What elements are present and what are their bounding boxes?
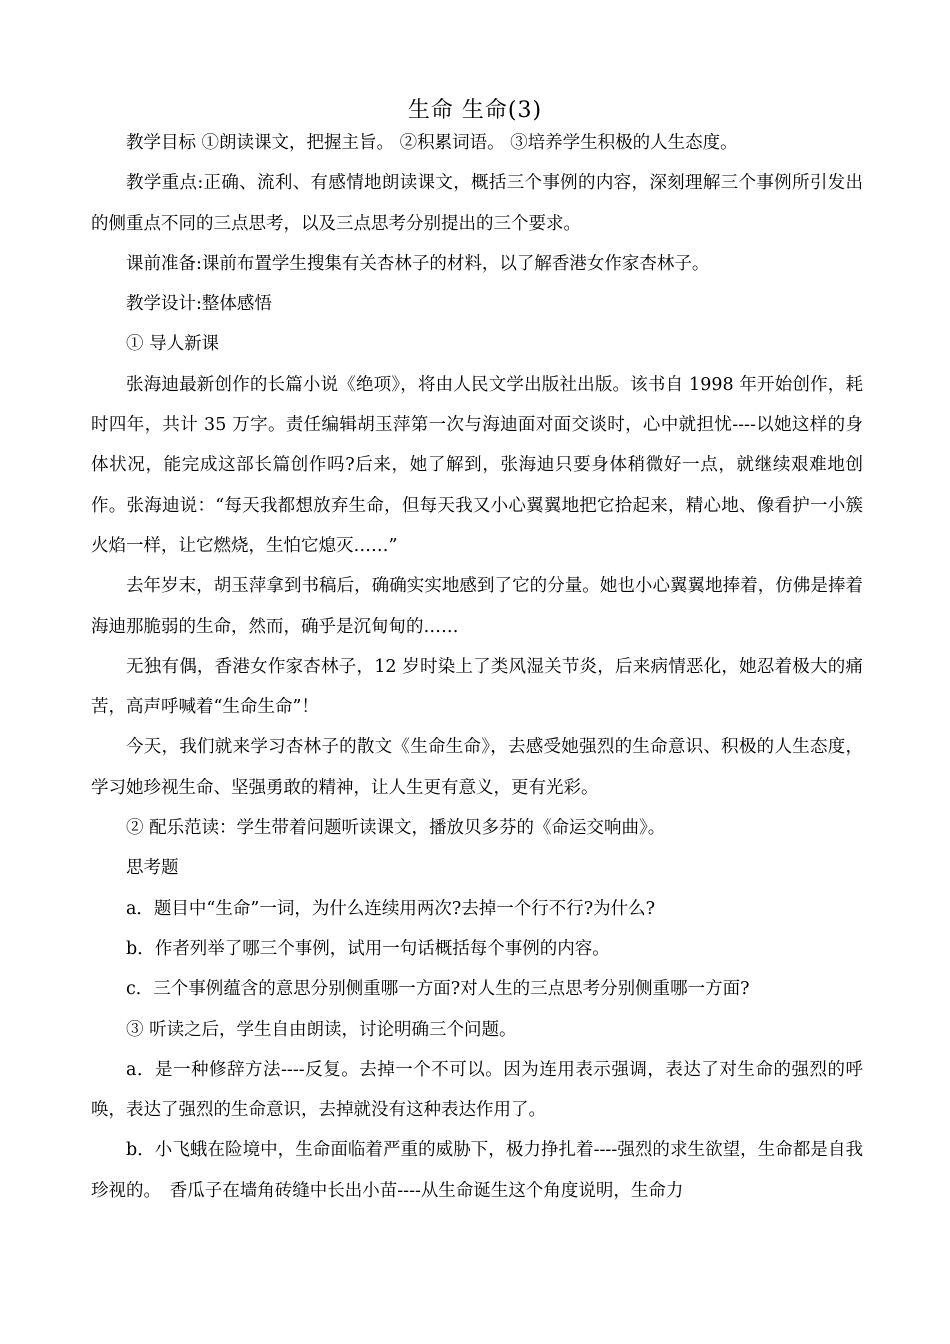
document-title: 生命 生命(3) [407,98,543,123]
paragraph-question-b: b．作者列举了哪三个事例，试用一句话概括每个事例的内容。 [126,938,610,959]
paragraph-preparation: 课前准备:课前布置学生搜集有关杏林子的材料，以了解香港女作家杏林子。 [126,253,710,274]
paragraph-design: 教学设计:整体感悟 [126,294,272,315]
paragraph-discussion: ③ 听读之后，学生自由朗读，讨论明确三个问题。 [126,1019,517,1040]
paragraph-question-c: c．三个事例蕴含的意思分别侧重哪一方面?对人生的三点思考分别侧重哪一方面? [126,979,750,1000]
paragraph-answer-b: b．小飞蛾在险境中，生命面临着严重的威胁下，极力挣扎着----强烈的求生欲望，生命都是自我珍视的。 香瓜子在墙角砖缝中长出小苗----从生命诞生这个角度说明，生命力 [91,1140,863,1201]
paragraph-reading: ② 配乐范读：学生带着问题听读课文，播放贝多芬的《命运交响曲》。 [126,818,666,839]
paragraph-teaching-goals: 教学目标 ①朗读课文，把握主旨。 ②积累词语。 ③培养学生积极的人生态度。 [126,133,738,153]
paragraph-teaching-focus: 教学重点:正确、流利、有感情地朗读课文，概括三个事例的内容，深刻理解三个事例所引发出的侧重点不同的三点思考，以及三点思考分别提出的三个要求。 [91,173,863,234]
paragraph-xing-linzi: 无独有偶，香港女作家杏林子，12 岁时染上了类风湿关节炎，后来病情恶化，她忍着极大的痛苦，高声呼喊着“生命生命”！ [91,656,863,718]
paragraph-intro-heading: ① 导人新课 [126,334,220,355]
paragraph-hu-yuping: 去年岁末，胡玉萍拿到书稿后，确确实实地感到了它的分量。她也小心翼翼地捧着，仿佛是捧着海迪那脆弱的生命，然而，确乎是沉甸甸的…… [91,576,863,637]
document-body [91,123,863,1211]
paragraph-questions-heading: 思考题 [126,858,179,879]
paragraph-today: 今天，我们就来学习杏林子的散文《生命生命》，去感受她强烈的生命意识、积极的人生态度，学习她珍视生命、坚强勇敢的精神，让人生更有意义，更有光彩。 [91,737,863,798]
paragraph-zhang-haidi: 张海迪最新创作的长篇小说《绝项》，将由人民文学出版社出版。该书自 1998 年开始创作，耗时四年，共计 35 万字。责任编辑胡玉萍第一次与海迪面对面交谈时，心中就担忧----以她这样的身体状况，能完成这部长篇创作吗?后来，她了解到，张海迪只要身体稍微好一点，就继续艰难地创作。张海迪说：“每天我都想放弃生命，但每天我又小心翼翼地把它拾起来，精心地、像看护一小簇火焰一样，让它燃烧，生怕它熄灭……” [91,374,863,556]
paragraph-answer-a: a．是一种修辞方法----反复。去掉一个不可以。因为连用表示强调，表达了对生命的强烈的呼唤，表达了强烈的生命意识，去掉就没有这种表达作用了。 [91,1059,863,1121]
paragraph-question-a: a．题目中“生命”一词，为什么连续用两次?去掉一个行不行?为什么? [126,898,655,919]
